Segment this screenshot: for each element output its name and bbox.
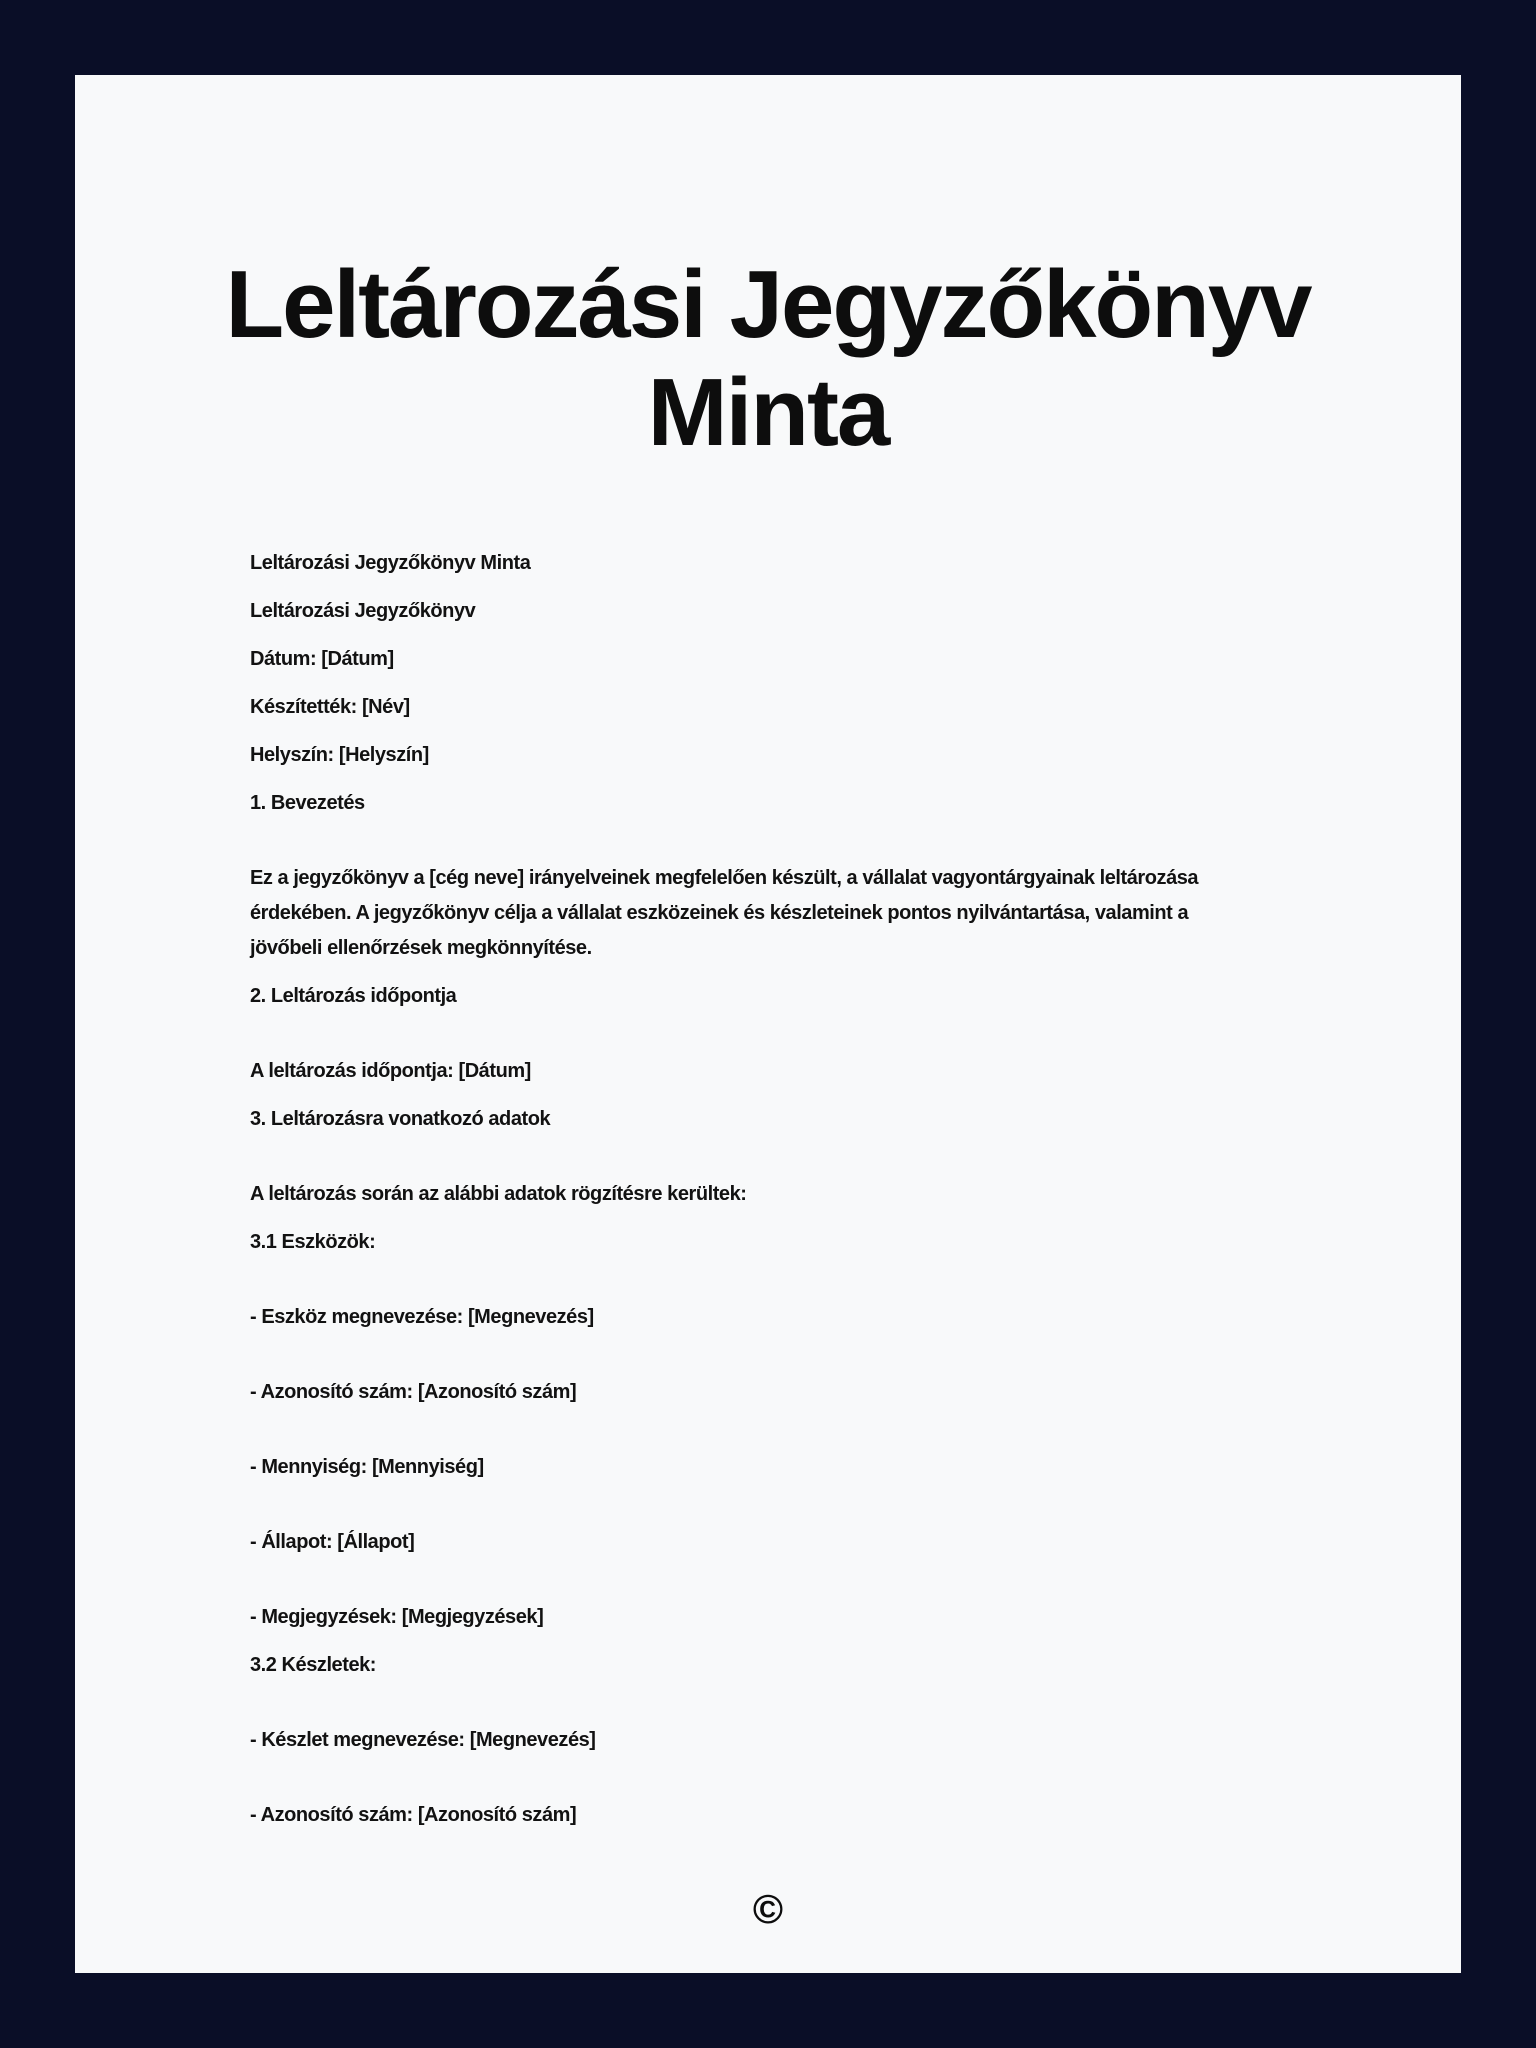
document-line: - Mennyiség: [Mennyiség] [250,1456,484,1478]
document-line: 3.1 Eszközök: [250,1231,376,1253]
document-line: Leltározási Jegyzőkönyv [250,600,476,622]
document-line: Leltározási Jegyzőkönyv Minta [250,552,531,574]
document-line: - Állapot: [Állapot] [250,1531,415,1553]
page-title-line-1: Leltározási Jegyzőkönyv [225,251,1311,358]
page-title [75,251,1461,467]
paragraph-line: érdekében. A jegyzőkönyv célja a vállalat eszközeinek és készleteinek pontos nyilvántartása, valamint a [250,902,1189,924]
document-line: Dátum: [Dátum] [250,648,394,670]
document-line: - Azonosító szám: [Azonosító szám] [250,1381,577,1403]
document-page [75,75,1461,1973]
document-line: 2. Leltározás időpontja [250,985,457,1007]
paragraph-line: jövőbeli ellenőrzések megkönnyítése. [250,937,592,959]
document-line: Helyszín: [Helyszín] [250,744,429,766]
page-title-line-2: Minta [647,359,889,466]
document-line: A leltározás során az alábbi adatok rögzítésre kerültek: [250,1183,747,1205]
copyright-symbol: © [752,1886,784,1932]
document-line: 1. Bevezetés [250,792,365,814]
document-line: 3.2 Készletek: [250,1654,376,1676]
document-line: 3. Leltározásra vonatkozó adatok [250,1108,551,1130]
document-line: - Azonosító szám: [Azonosító szám] [250,1804,577,1826]
document-line: - Készlet megnevezése: [Megnevezés] [250,1729,596,1751]
paragraph-line: Ez a jegyzőkönyv a [cég neve] irányelveinek megfelelően készült, a vállalat vagyontárgyainak leltározása [250,867,1199,889]
document-line: - Megjegyzések: [Megjegyzések] [250,1606,544,1628]
document-line: Készítették: [Név] [250,696,410,718]
document-line: A leltározás időpontja: [Dátum] [250,1060,531,1082]
document-line: - Eszköz megnevezése: [Megnevezés] [250,1306,594,1328]
document-body [250,546,1289,1833]
